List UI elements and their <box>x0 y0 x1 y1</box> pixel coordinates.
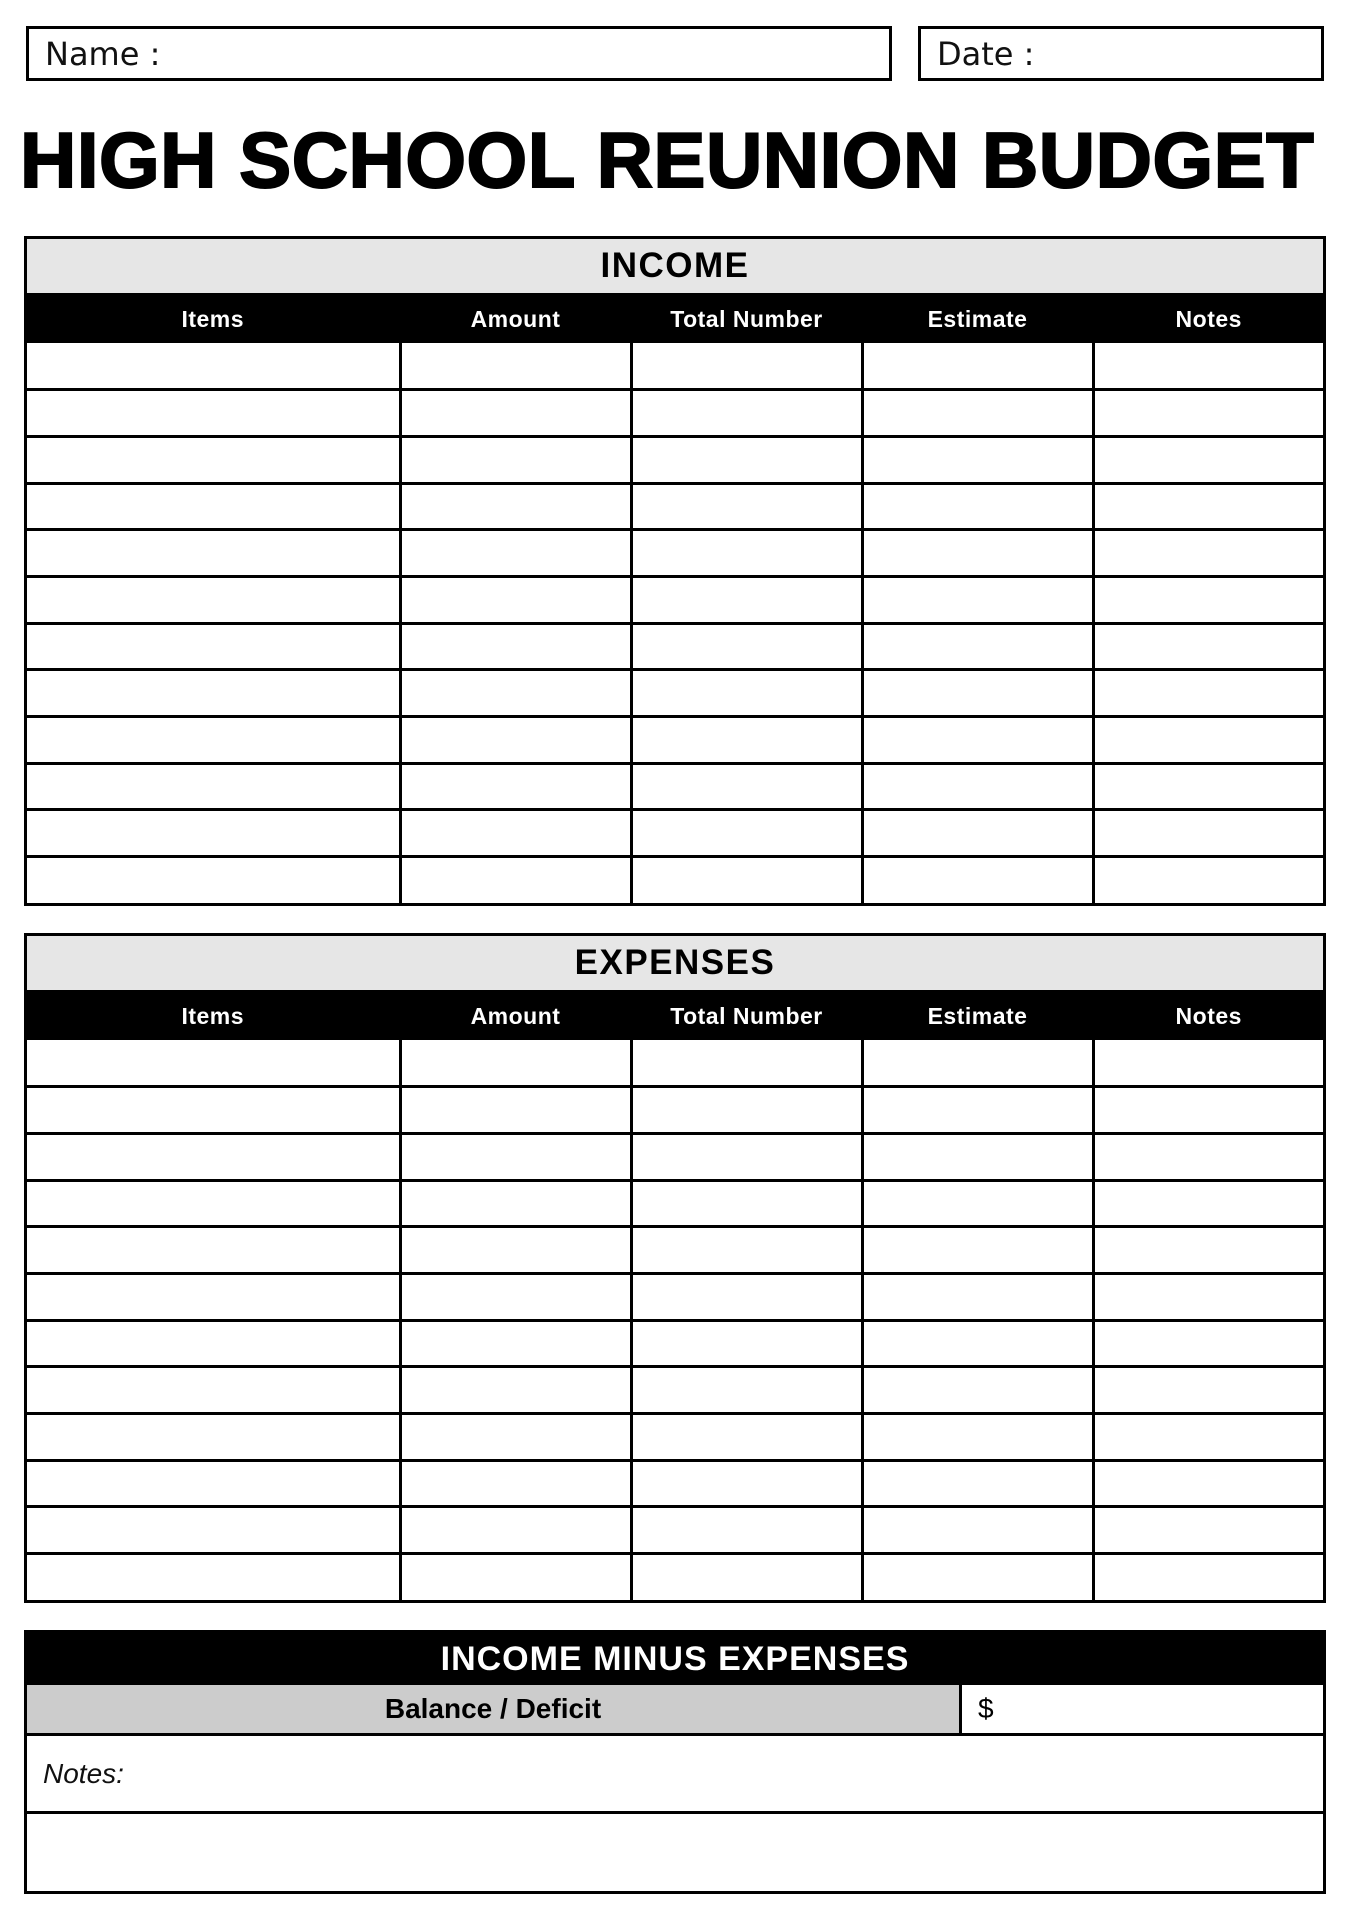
income-row-amount-cell[interactable] <box>400 343 631 390</box>
income-row-total-number-cell[interactable] <box>631 763 862 810</box>
expenses-row-amount-cell[interactable] <box>400 1414 631 1461</box>
income-row <box>27 576 1323 623</box>
expenses-row-estimate-cell[interactable] <box>862 1554 1093 1601</box>
income-row-total-number-cell[interactable] <box>631 483 862 530</box>
expenses-row-items-cell[interactable] <box>27 1133 400 1180</box>
income-col-estimate: Estimate <box>862 296 1093 343</box>
expenses-row <box>27 1320 1323 1367</box>
expenses-row-items-cell[interactable] <box>27 1554 400 1601</box>
expenses-row-items-cell[interactable] <box>27 1273 400 1320</box>
expenses-row-total-number-cell[interactable] <box>631 1227 862 1274</box>
income-row-estimate-cell[interactable] <box>862 623 1093 670</box>
expenses-row-notes-cell[interactable] <box>1093 1460 1323 1507</box>
expenses-col-items: Items <box>27 993 400 1040</box>
income-row <box>27 623 1323 670</box>
expenses-row-notes-cell[interactable] <box>1093 1507 1323 1554</box>
expenses-row <box>27 1227 1323 1274</box>
expenses-row-estimate-cell[interactable] <box>862 1507 1093 1554</box>
income-row <box>27 530 1323 577</box>
income-col-notes: Notes <box>1093 296 1323 343</box>
expenses-row-total-number-cell[interactable] <box>631 1180 862 1227</box>
income-row-estimate-cell[interactable] <box>862 483 1093 530</box>
expenses-row-total-number-cell[interactable] <box>631 1460 862 1507</box>
income-row-notes-cell[interactable] <box>1093 436 1323 483</box>
expenses-row-items-cell[interactable] <box>27 1180 400 1227</box>
income-row-notes-cell[interactable] <box>1093 390 1323 437</box>
expenses-row-total-number-cell[interactable] <box>631 1414 862 1461</box>
expenses-row <box>27 1414 1323 1461</box>
income-row-estimate-cell[interactable] <box>862 390 1093 437</box>
expenses-row <box>27 1087 1323 1134</box>
income-row-notes-cell[interactable] <box>1093 530 1323 577</box>
income-row-notes-cell[interactable] <box>1093 343 1323 390</box>
expenses-row-amount-cell[interactable] <box>400 1460 631 1507</box>
expenses-row-amount-cell[interactable] <box>400 1507 631 1554</box>
name-field[interactable] <box>26 26 892 81</box>
expenses-row-notes-cell[interactable] <box>1093 1367 1323 1414</box>
income-row-notes-cell[interactable] <box>1093 576 1323 623</box>
income-row-estimate-cell[interactable] <box>862 717 1093 764</box>
income-row-total-number-cell[interactable] <box>631 857 862 904</box>
expenses-row <box>27 1040 1323 1087</box>
name-label: Name : <box>45 34 161 73</box>
expenses-row-notes-cell[interactable] <box>1093 1040 1323 1087</box>
income-row-total-number-cell[interactable] <box>631 623 862 670</box>
balance-input[interactable] <box>962 1685 1323 1733</box>
income-row-items-cell[interactable] <box>27 810 400 857</box>
income-row <box>27 390 1323 437</box>
income-row-estimate-cell[interactable] <box>862 670 1093 717</box>
balance-label: Balance / Deficit <box>27 1685 962 1733</box>
expenses-row-notes-cell[interactable] <box>1093 1273 1323 1320</box>
income-row-items-cell[interactable] <box>27 436 400 483</box>
income-row-items-cell[interactable] <box>27 763 400 810</box>
expenses-title: EXPENSES <box>27 936 1323 993</box>
income-header-row <box>27 296 1323 343</box>
income-row-items-cell[interactable] <box>27 390 400 437</box>
expenses-row-estimate-cell[interactable] <box>862 1227 1093 1274</box>
date-label: Date : <box>937 34 1035 73</box>
expenses-row-notes-cell[interactable] <box>1093 1227 1323 1274</box>
expenses-row-amount-cell[interactable] <box>400 1040 631 1087</box>
income-row-amount-cell[interactable] <box>400 530 631 577</box>
expenses-row-notes-cell[interactable] <box>1093 1180 1323 1227</box>
income-row-total-number-cell[interactable] <box>631 810 862 857</box>
expenses-row-notes-cell[interactable] <box>1093 1133 1323 1180</box>
expenses-row-items-cell[interactable] <box>27 1367 400 1414</box>
expenses-row-amount-cell[interactable] <box>400 1087 631 1134</box>
expenses-row-amount-cell[interactable] <box>400 1227 631 1274</box>
income-row <box>27 763 1323 810</box>
expenses-col-amount: Amount <box>400 993 631 1040</box>
income-section <box>24 236 1326 906</box>
expenses-row-amount-cell[interactable] <box>400 1273 631 1320</box>
income-row <box>27 436 1323 483</box>
income-row-items-cell[interactable] <box>27 670 400 717</box>
income-col-total-number: Total Number <box>631 296 862 343</box>
income-row-amount-cell[interactable] <box>400 670 631 717</box>
income-row-estimate-cell[interactable] <box>862 576 1093 623</box>
expenses-row-estimate-cell[interactable] <box>862 1133 1093 1180</box>
income-row-estimate-cell[interactable] <box>862 436 1093 483</box>
expenses-row-notes-cell[interactable] <box>1093 1087 1323 1134</box>
income-row-estimate-cell[interactable] <box>862 857 1093 904</box>
expenses-row-estimate-cell[interactable] <box>862 1180 1093 1227</box>
expenses-row-estimate-cell[interactable] <box>862 1273 1093 1320</box>
income-row <box>27 670 1323 717</box>
expenses-row-total-number-cell[interactable] <box>631 1507 862 1554</box>
expenses-row <box>27 1554 1323 1601</box>
notes-field[interactable] <box>27 1736 1323 1814</box>
income-row-total-number-cell[interactable] <box>631 390 862 437</box>
income-row-items-cell[interactable] <box>27 343 400 390</box>
notes-blank-line[interactable] <box>27 1814 1323 1891</box>
expenses-row-items-cell[interactable] <box>27 1320 400 1367</box>
expenses-row-items-cell[interactable] <box>27 1460 400 1507</box>
income-row-amount-cell[interactable] <box>400 763 631 810</box>
income-row-items-cell[interactable] <box>27 857 400 904</box>
notes-label: Notes: <box>43 1757 124 1789</box>
expenses-row-total-number-cell[interactable] <box>631 1367 862 1414</box>
expenses-row-items-cell[interactable] <box>27 1087 400 1134</box>
expenses-row-amount-cell[interactable] <box>400 1133 631 1180</box>
summary-title: INCOME MINUS EXPENSES <box>27 1633 1323 1685</box>
income-title: INCOME <box>27 239 1323 296</box>
income-row-items-cell[interactable] <box>27 530 400 577</box>
expenses-row-amount-cell[interactable] <box>400 1554 631 1601</box>
income-row-total-number-cell[interactable] <box>631 530 862 577</box>
expenses-row-amount-cell[interactable] <box>400 1320 631 1367</box>
income-row <box>27 857 1323 904</box>
income-row-amount-cell[interactable] <box>400 857 631 904</box>
expenses-row-notes-cell[interactable] <box>1093 1320 1323 1367</box>
expenses-section <box>24 933 1326 1603</box>
income-col-amount: Amount <box>400 296 631 343</box>
income-row-amount-cell[interactable] <box>400 623 631 670</box>
expenses-col-estimate: Estimate <box>862 993 1093 1040</box>
expenses-row <box>27 1507 1323 1554</box>
expenses-row-items-cell[interactable] <box>27 1507 400 1554</box>
expenses-row <box>27 1367 1323 1414</box>
income-row-items-cell[interactable] <box>27 483 400 530</box>
expenses-row-total-number-cell[interactable] <box>631 1273 862 1320</box>
income-row-items-cell[interactable] <box>27 623 400 670</box>
income-col-items: Items <box>27 296 400 343</box>
income-row-items-cell[interactable] <box>27 717 400 764</box>
income-row-amount-cell[interactable] <box>400 576 631 623</box>
expenses-header-row <box>27 993 1323 1040</box>
income-table <box>27 296 1323 903</box>
expenses-row-total-number-cell[interactable] <box>631 1320 862 1367</box>
income-row-total-number-cell[interactable] <box>631 576 862 623</box>
expenses-row-total-number-cell[interactable] <box>631 1087 862 1134</box>
expenses-row-estimate-cell[interactable] <box>862 1320 1093 1367</box>
income-row-estimate-cell[interactable] <box>862 763 1093 810</box>
income-row <box>27 483 1323 530</box>
expenses-row-amount-cell[interactable] <box>400 1180 631 1227</box>
income-row-amount-cell[interactable] <box>400 483 631 530</box>
income-row-notes-cell[interactable] <box>1093 717 1323 764</box>
expenses-row-estimate-cell[interactable] <box>862 1367 1093 1414</box>
expenses-row-total-number-cell[interactable] <box>631 1133 862 1180</box>
income-row-total-number-cell[interactable] <box>631 436 862 483</box>
expenses-row-notes-cell[interactable] <box>1093 1414 1323 1461</box>
income-row-total-number-cell[interactable] <box>631 343 862 390</box>
income-row-items-cell[interactable] <box>27 576 400 623</box>
expenses-row-items-cell[interactable] <box>27 1040 400 1087</box>
expenses-row-items-cell[interactable] <box>27 1227 400 1274</box>
income-row <box>27 810 1323 857</box>
expenses-row <box>27 1133 1323 1180</box>
expenses-row-estimate-cell[interactable] <box>862 1414 1093 1461</box>
income-row-total-number-cell[interactable] <box>631 717 862 764</box>
income-row-notes-cell[interactable] <box>1093 763 1323 810</box>
income-row-amount-cell[interactable] <box>400 717 631 764</box>
expenses-row <box>27 1460 1323 1507</box>
expenses-row-estimate-cell[interactable] <box>862 1040 1093 1087</box>
expenses-row <box>27 1180 1323 1227</box>
income-row-notes-cell[interactable] <box>1093 810 1323 857</box>
date-field[interactable] <box>918 26 1324 81</box>
income-row-estimate-cell[interactable] <box>862 810 1093 857</box>
expenses-col-notes: Notes <box>1093 993 1323 1040</box>
income-row-amount-cell[interactable] <box>400 436 631 483</box>
income-row <box>27 343 1323 390</box>
expenses-row-items-cell[interactable] <box>27 1414 400 1461</box>
currency-symbol: $ <box>978 1693 994 1724</box>
income-row-notes-cell[interactable] <box>1093 483 1323 530</box>
expenses-row-notes-cell[interactable] <box>1093 1554 1323 1601</box>
income-row-estimate-cell[interactable] <box>862 530 1093 577</box>
income-row-notes-cell[interactable] <box>1093 857 1323 904</box>
income-row-total-number-cell[interactable] <box>631 670 862 717</box>
income-row-amount-cell[interactable] <box>400 810 631 857</box>
expenses-table <box>27 993 1323 1600</box>
summary-section <box>24 1630 1326 1894</box>
income-row-estimate-cell[interactable] <box>862 343 1093 390</box>
expenses-row-total-number-cell[interactable] <box>631 1040 862 1087</box>
income-row <box>27 717 1323 764</box>
balance-row <box>27 1685 1323 1736</box>
expenses-row-estimate-cell[interactable] <box>862 1460 1093 1507</box>
expenses-row <box>27 1273 1323 1320</box>
income-row-amount-cell[interactable] <box>400 390 631 437</box>
expenses-col-total-number: Total Number <box>631 993 862 1040</box>
expenses-row-total-number-cell[interactable] <box>631 1554 862 1601</box>
expenses-row-amount-cell[interactable] <box>400 1367 631 1414</box>
income-row-notes-cell[interactable] <box>1093 670 1323 717</box>
page-title: HIGH SCHOOL REUNION BUDGET <box>20 116 1315 204</box>
income-row-notes-cell[interactable] <box>1093 623 1323 670</box>
expenses-row-estimate-cell[interactable] <box>862 1087 1093 1134</box>
